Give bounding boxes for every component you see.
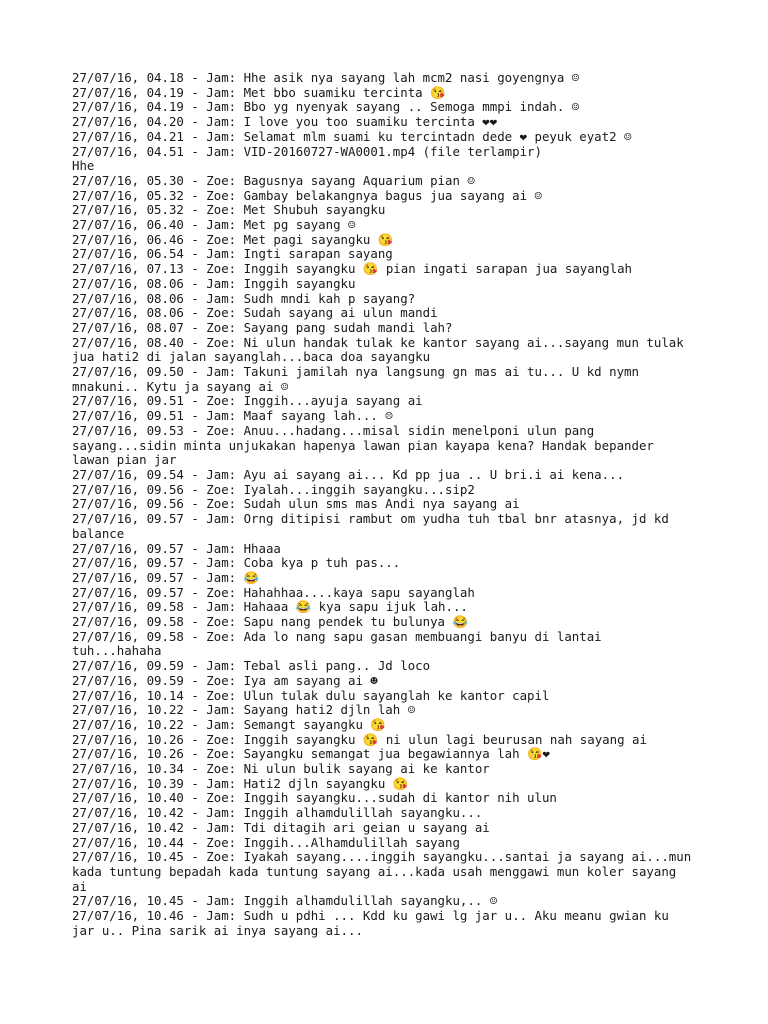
chat-line: 27/07/16, 09.51 - Zoe: Inggih...ayuja sayang ai	[72, 393, 423, 409]
chat-line: 27/07/16, 10.46 - Jam: Sudh u pdhi ... Kdd ku gawi lg jar u.. Aku meanu gwian ku jar u.. Pina sarik ai inya sayang ai...	[72, 908, 669, 938]
chat-log-document	[72, 71, 712, 938]
chat-line: 27/07/16, 10.45 - Jam: Inggih alhamdulillah sayangku,.. ☺	[72, 893, 498, 909]
chat-line: 27/07/16, 10.44 - Zoe: Inggih...Alhamdulillah sayang	[72, 834, 460, 850]
chat-line: 27/07/16, 08.06 - Jam: Sudh mndi kah p sayang?	[72, 290, 416, 306]
chat-line: 27/07/16, 08.40 - Zoe: Ni ulun handak tulak ke kantor sayang ai...sayang mun tulak jua hati2 di jalan sayanglah...baca doa sayangku	[72, 334, 684, 365]
chat-line: 27/07/16, 08.06 - Zoe: Sudah sayang ai ulun mandi	[72, 305, 438, 321]
chat-line: 27/07/16, 09.59 - Jam: Tebal asli pang.. Jd loco	[72, 658, 431, 674]
chat-line: 27/07/16, 09.50 - Jam: Takuni jamilah nya langsung gn mas ai tu... U kd nymn mnakuni.. Kytu ja sayang ai ☺	[72, 364, 639, 394]
chat-line: 27/07/16, 09.57 - Zoe: Hahahhaa....kaya sapu sayanglah	[72, 584, 475, 600]
chat-line: 27/07/16, 04.19 - Jam: Met bbo suamiku tercinta 😘	[72, 84, 446, 100]
chat-line: 27/07/16, 09.54 - Jam: Ayu ai sayang ai... Kd pp jua .. U bri.i ai kena...	[72, 466, 625, 482]
chat-line: 27/07/16, 05.32 - Zoe: Gambay belakangnya bagus jua sayang ai ☺	[72, 187, 542, 203]
chat-line: 27/07/16, 10.45 - Zoe: Iyakah sayang....inggih sayangku...santai ja sayang ai...mun kada tuntung bepadah kada tuntung sayang ai...kada usah menggawi mun koler sayang ai	[72, 849, 692, 894]
chat-line: 27/07/16, 07.13 - Zoe: Inggih sayangku 😘 pian ingati sarapan jua sayanglah	[72, 261, 632, 277]
chat-line: 27/07/16, 09.58 - Jam: Hahaaa 😂 kya sapu ijuk lah...	[72, 599, 468, 615]
chat-line: 27/07/16, 10.26 - Zoe: Sayangku semangat jua begawiannya lah 😘❤	[72, 746, 550, 762]
chat-line: 27/07/16, 04.51 - Jam: VID-20160727-WA0001.mp4 (file terlampir)	[72, 143, 542, 159]
chat-line: 27/07/16, 04.18 - Jam: Hhe asik nya sayang lah mcm2 nasi goyengnya ☺	[72, 70, 580, 85]
chat-line: 27/07/16, 09.57 - Jam: Hhaaa	[72, 540, 281, 556]
chat-line: 27/07/16, 09.57 - Jam: Coba kya p tuh pas...	[72, 555, 401, 571]
chat-line: 27/07/16, 09.58 - Zoe: Sapu nang pendek tu bulunya 😂	[72, 614, 468, 630]
chat-line: 27/07/16, 09.57 - Jam: 😂	[72, 569, 260, 585]
chat-line: 27/07/16, 09.51 - Jam: Maaf sayang lah... ☹	[72, 408, 393, 424]
chat-line: 27/07/16, 10.39 - Jam: Hati2 djln sayangku 😘	[72, 775, 409, 791]
chat-line: 27/07/16, 06.40 - Jam: Met pg sayang ☺	[72, 217, 356, 233]
chat-line: 27/07/16, 06.46 - Zoe: Met pagi sayangku 😘	[72, 231, 394, 247]
chat-line: 27/07/16, 10.14 - Zoe: Ulun tulak dulu sayanglah ke kantor capil	[72, 687, 550, 703]
chat-line: 27/07/16, 04.20 - Jam: I love you too suamiku tercinta ❤❤	[72, 114, 498, 130]
chat-line: 27/07/16, 10.26 - Zoe: Inggih sayangku 😘 ni ulun lagi beurusan nah sayang ai	[72, 731, 647, 747]
chat-line: 27/07/16, 06.54 - Jam: Ingti sarapan sayang	[72, 246, 393, 262]
chat-line: 27/07/16, 08.06 - Jam: Inggih sayangku	[72, 275, 356, 291]
chat-line: Hhe	[72, 158, 95, 174]
chat-line: 27/07/16, 10.40 - Zoe: Inggih sayangku...sudah di kantor nih ulun	[72, 790, 557, 806]
chat-line: 27/07/16, 10.22 - Jam: Semangt sayangku 😘	[72, 716, 386, 732]
chat-line: 27/07/16, 04.19 - Jam: Bbo yg nyenyak sayang .. Semoga mmpi indah. ☺	[72, 99, 580, 115]
chat-line: 27/07/16, 04.21 - Jam: Selamat mlm suami ku tercintadn dede ❤ peyuk eyat2 ☺	[72, 128, 632, 144]
chat-line: 27/07/16, 09.56 - Zoe: Sudah ulun sms mas Andi nya sayang ai	[72, 496, 520, 512]
chat-line: 27/07/16, 05.32 - Zoe: Met Shubuh sayangku	[72, 202, 386, 218]
chat-line: 27/07/16, 10.42 - Jam: Tdi ditagih ari geian u sayang ai	[72, 819, 490, 835]
chat-line: 27/07/16, 10.42 - Jam: Inggih alhamdulillah sayangku...	[72, 805, 483, 821]
chat-line: 27/07/16, 10.22 - Jam: Sayang hati2 djln lah ☺	[72, 702, 416, 718]
chat-line: 27/07/16, 05.30 - Zoe: Bagusnya sayang Aquarium pian ☺	[72, 172, 475, 188]
chat-line: 27/07/16, 09.58 - Zoe: Ada lo nang sapu gasan membuangi banyu di lantai tuh...hahaha	[72, 628, 602, 659]
chat-line: 27/07/16, 09.53 - Zoe: Anuu...hadang...misal sidin menelponi ulun pang sayang...sidin minta unjukakan hapenya lawan pian kayapa kena? Handak bepander lawan pian jar	[72, 422, 654, 468]
chat-line: 27/07/16, 08.07 - Zoe: Sayang pang sudah mandi lah?	[72, 319, 453, 335]
chat-line: 27/07/16, 09.56 - Zoe: Iyalah...inggih sayangku...sip2	[72, 481, 475, 497]
chat-line: 27/07/16, 10.34 - Zoe: Ni ulun bulik sayang ai ke kantor	[72, 761, 490, 777]
chat-line: 27/07/16, 09.59 - Zoe: Iya am sayang ai ☻	[72, 672, 378, 688]
chat-line: 27/07/16, 09.57 - Jam: Orng ditipisi rambut om yudha tuh tbal bnr atasnya, jd kd balance	[72, 511, 669, 541]
